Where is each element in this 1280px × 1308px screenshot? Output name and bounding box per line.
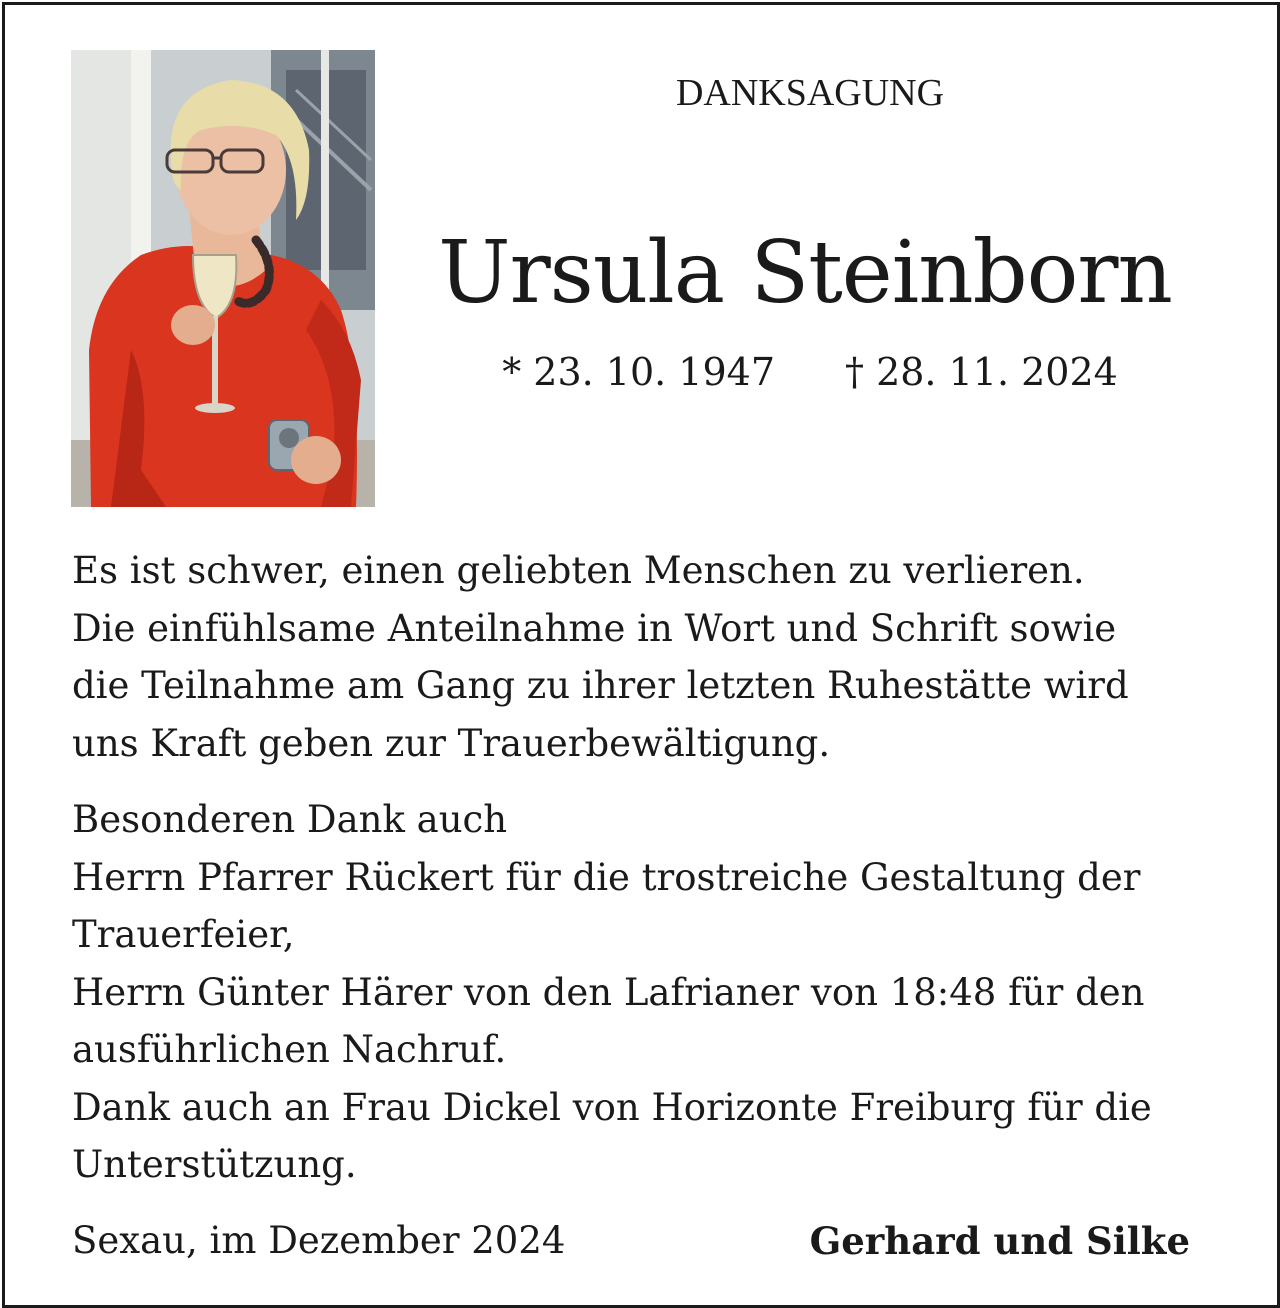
life-dates [440,346,1180,398]
text-line: die Teilnahme am Gang zu ihrer letzten Ruhestätte wird [72,664,1129,707]
notice-text [72,542,1242,1194]
text-line: Dank auch an Frau Dickel von Horizonte Freiburg für die [72,1085,1152,1129]
notice-heading: DANKSAGUNG [675,72,945,114]
text-line: Herrn Günter Härer von den Lafrianer von 18:48 für den [72,970,1145,1014]
text-line: Es ist schwer, einen geliebten Menschen zu verlieren. [72,549,1085,592]
text-line: Trauerfeier, [72,913,295,956]
text-line: Besonderen Dank auch [72,798,508,841]
signature: Gerhard und Silke [809,1219,1190,1263]
deceased-name: Ursula Steinborn [438,223,1172,323]
text-line: ausführlichen Nachruf. [72,1028,507,1071]
place-and-date: Sexau, im Dezember 2024 [72,1219,566,1262]
text-line: uns Kraft geben zur Trauerbewältigung. [72,721,831,765]
text-line: Unterstützung. [72,1143,357,1186]
birth-date: * 23. 10. 1947 [502,350,775,394]
portrait-photo [71,50,375,507]
paragraph-gratitude [72,542,1242,772]
paragraph-special-thanks [72,791,1242,1194]
text-line: Die einfühlsame Anteilnahme in Wort und Schrift sowie [72,606,1117,650]
death-date: † 28. 11. 2024 [845,350,1118,394]
text-line: Herrn Pfarrer Rückert für die trostreiche Gestaltung der [72,855,1141,899]
